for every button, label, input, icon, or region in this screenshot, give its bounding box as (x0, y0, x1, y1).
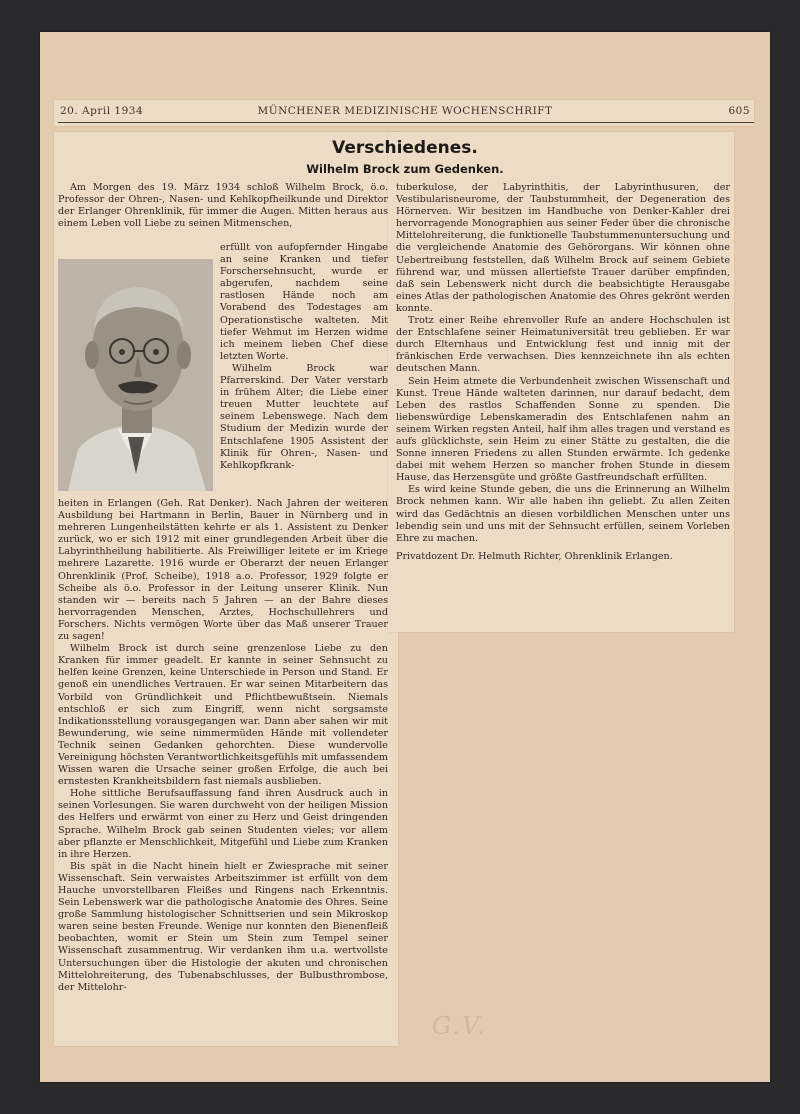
paragraph: Es wird keine Stunde geben, die uns die Erinnerung an Wilhelm Brock nehmen kann. Wir alle haben ihn geliebt. Zu allen Zeiten wird das Gedächtnis an diesen vorbildlichen Menschen unter uns lebendig sein und uns mit der Sehnsucht erfüllen, seinem Vorleben Ehre zu machen. (396, 484, 730, 544)
issue-date: 20. April 1934 (60, 105, 144, 117)
paragraph: erfüllt von aufopfernder Hingabe an seine Kranken und tiefer Forschersehnsucht, wurde er abgerufen, nachdem seine rastlosen Hände noch am Vorabend des Todestages am Operationstische walteten. Mit tiefer Wehmut im Herzen widme ich meinem lieben Chef diese letzten Worte. (220, 242, 388, 362)
left-column-intro (58, 182, 388, 230)
article-title: Wilhelm Brock zum Gedenken. (306, 162, 504, 176)
left-column-body (58, 498, 388, 994)
right-column-body (396, 182, 730, 563)
paragraph: Hohe sittliche Berufsauffassung fand ihren Ausdruck auch in seinen Vorlesungen. Sie waren durchweht von der heiligen Mission des Helfers und erwärmt von einer zu Herz und Geist dringenden Sprache. Wilhelm Brock gab seinen Studenten vieles; vor allem aber pflanzte er Menschlichkeit, Mitgefühl und Liebe zum Kranken in ihre Herzen. (58, 788, 388, 860)
archive-sheet (40, 32, 770, 1082)
paragraph: Bis spät in die Nacht hinein hielt er Zwiesprache mit seiner Wissenschaft. Sein verwaistes Arbeitszimmer ist erfüllt von dem Hauche unvorstellbaren Fleißes und Ringens nach Erkenntnis. Sein Lebenswerk war die pathologische Anatomie des Ohres. Seine große Sammlung histologischer Schnittserien und sein Mikroskop waren seine besten Freunde. Wenige nur konnten den Bienenfleiß beobachten, womit er Stein um Stein zum Tempel seiner Wissenschaft zusammentrug. Wir verdanken ihm u.a. wertvollste Untersuchungen über die Histologie der akuten und chronischen Mittelohreiterung, des Tubenabschlusses, der Bulbusthrombose, der Mittelohr- (58, 860, 388, 993)
paragraph: tuberkulose, der Labyrinthitis, der Labyrinthusuren, der Vestibularisneurome, der Taubstummheit, der Degeneration des Hörnerven. Wir besitzen im Handbuche von Denker-Kahler drei hervorragende Monographien aus seiner Feder über die chronische Mittelohreiterung, die funktionelle Taubstummenuntersuchung und die vergleichende Anatomie des Gehörorgans. Wir können ohne Uebertreibung feststellen, daß Wilhelm Brock auf seinem Gebiete führend war, und müssen allertiefste Trauer darüber empfinden, daß sein Lebenswerk nicht durch die beabsichtigte Herausgabe eines Atlas der pathologischen Anatomie des Ohres gekrönt werden konnte. (396, 182, 730, 314)
paragraph: Wilhelm Brock war Pfarrerskind. Der Vater verstarb in frühem Alter; die Liebe einer treuen Mutter leuchtete auf seinem Lebenswege. Nach dem Studium der Medizin wurde der Entschlafene 1905 Assistent der Klinik für Ohren-, Nasen- und Kehlkopfkrank- (220, 362, 388, 471)
portrait-photo (58, 259, 213, 491)
author-signature: Privatdozent Dr. Helmuth Richter, Ohrenklinik Erlangen. (396, 550, 673, 562)
portrait-image (58, 259, 213, 491)
pencil-annotation: G.V. (432, 1012, 487, 1040)
page-number: 605 (728, 105, 750, 117)
section-title: Verschiedenes. (332, 138, 478, 158)
paragraph: Wilhelm Brock ist durch seine grenzenlose Liebe zu den Kranken für immer geadelt. Er kannte in seiner Sehnsucht zu helfen keine Grenzen, keine Unterschiede in Person und Stand. Er genoß ein unendliches Vertrauen. Er war seinen Mitarbeitern das Vorbild von Gründlichkeit und Pflichtbewußtsein. Niemals entschloß er sich zum Eingriff, wenn nicht sorgsamste Indikationsstellung vorausgegangen war. Dann aber sahen wir mit Bewunderung, wie seine nimmermüden Hände mit vollendeter Technik seinen Gedanken gehorchten. Diese wundervolle Vereinigung höchsten Verantwortlichkeitsgefühls mit umfassendem Wissen waren die Ursache seiner großen Erfolge, die auch bei ernstesten Krankheitsbildern fast niemals ausblieben. (58, 643, 388, 788)
left-column-beside-photo (220, 242, 388, 472)
paragraph: Am Morgen des 19. März 1934 schloß Wilhelm Brock, ö.o. Professor der Ohren-, Nasen- und Kehlkopfheilkunde und Direktor der Erlanger Ohrenklinik, für immer die Augen. Mitten heraus aus einem Leben voll Liebe zu seinen Mitmenschen, (58, 182, 388, 230)
paragraph: heiten in Erlangen (Geh. Rat Denker). Nach Jahren der weiteren Ausbildung bei Hartmann in Berlin, Bauer in Nürnberg und in mehreren Lungenheilstätten kehrte er als 1. Assistent zu Denker zurück, wo er sich 1912 mit einer grundlegenden Arbeit über die Labyrinthheilung habilitierte. Als Freiwilliger leitete er im Kriege mehrere Lazarette. 1916 wurde er Oberarzt der neuen Erlanger Ohrenklinik (Prof. Scheibe), 1918 a.o. Professor, 1929 folgte er Scheibe als ö.o. Professor in der Leitung unserer Klinik. Nun standen wir — bereits nach 5 Jahren — an der Bahre dieses hervorragenden Menschen, Arztes, Hochschullehrers und Forschers. Nichts vermögen Worte über das Maß unserer Trauer zu sagen! (58, 498, 388, 643)
paragraph: Sein Heim atmete die Verbundenheit zwischen Wissenschaft und Kunst. Treue Hände walteten darinnen, nur darauf bedacht, dem Leben des rastlos Schaffenden Sonne zu spenden. Die liebenswürdige Lebenskameradin des Entschlafenen nahm an seinem Wirken regsten Anteil, half ihm alles tragen und verstand es aufs glücklichste, sein Heim zu einer Stätte zu gestalten, die die Sonne inneren Friedens zu allen Stunden erwärmte. Ich gedenke dabei mit wehem Herzen so mancher frohen Stunde in diesem Hause, das Herzensgüte und größte Gastfreundschaft erfüllten. (396, 375, 730, 484)
header-rule (58, 122, 754, 123)
journal-name: MÜNCHENER MEDIZINISCHE WOCHENSCHRIFT (257, 105, 553, 117)
paragraph: Trotz einer Reihe ehrenvoller Rufe an andere Hochschulen ist der Entschlafene seiner Heimatuniversität treu geblieben. Er war durch Elternhaus und Entwicklung fest und innig mit der fränkischen Erde verwachsen. Dies kennzeichnete ihn als echten deutschen Mann. (396, 315, 730, 375)
